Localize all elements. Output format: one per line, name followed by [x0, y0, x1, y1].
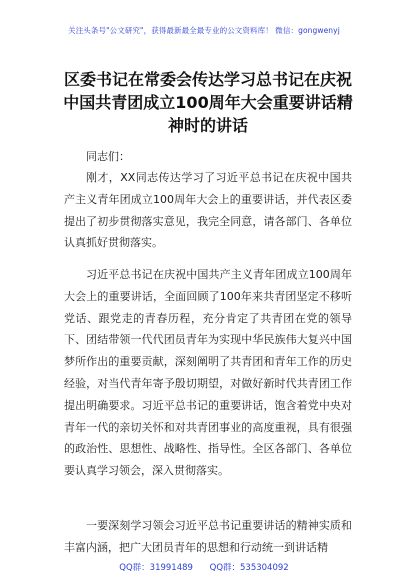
paragraph-1: 刚才，XX同志传达学习了习近平总书记在庆祝中国共产主义青年团成立100周年大会上的重要讲话，并代表区委提出了初步贯彻落实意见，我完全同意，请各部门、各单位认真抓好贯彻落实。 — [64, 171, 352, 250]
footer-qq-group-1: QQ群：31991489 — [119, 563, 193, 573]
document-title: 区委书记在常委会传达学习总书记在庆祝中国共青团成立100周年大会重要讲话精神时的讲话 — [63, 70, 353, 135]
footer — [0, 561, 408, 573]
salutation: 同志们： — [86, 150, 130, 163]
paragraph-2: 习近平总书记在庆祝中国共产主义青年团成立100周年大会上的重要讲话，全面回顾了100年来共青团坚定不移听党话、跟党走的青春历程，充分肯定了共青团在党的领导下、团结带领一代代团员青年为实现中华民族伟大复兴中国梦所作出的重要贡献，深刻阐明了共青团和青年工作的历史经验，对当代青年寄予殷切期望，对做好新时代共青团工作提出明确要求。习近平总书记的重要讲话，饱含着党中央对青年一代的亲切关怀和对共青团事业的高度重视，具有很强的政治性、思想性、战略性、指导性。全区各部门、各单位要认真学习领会，深入贯彻落实。 — [64, 268, 352, 478]
header-note: 关注头条号"公文研究"，获得最新最全最专业的公文资料库！ 微信：gongwenyj — [68, 26, 340, 35]
footer-qq-group-2: QQ群：535304092 — [209, 563, 289, 573]
paragraph-3: 一要深刻学习领会习近平总书记重要讲话的精神实质和丰富内涵，把广大团员青年的思想和行动统一到讲话精 — [64, 519, 352, 554]
